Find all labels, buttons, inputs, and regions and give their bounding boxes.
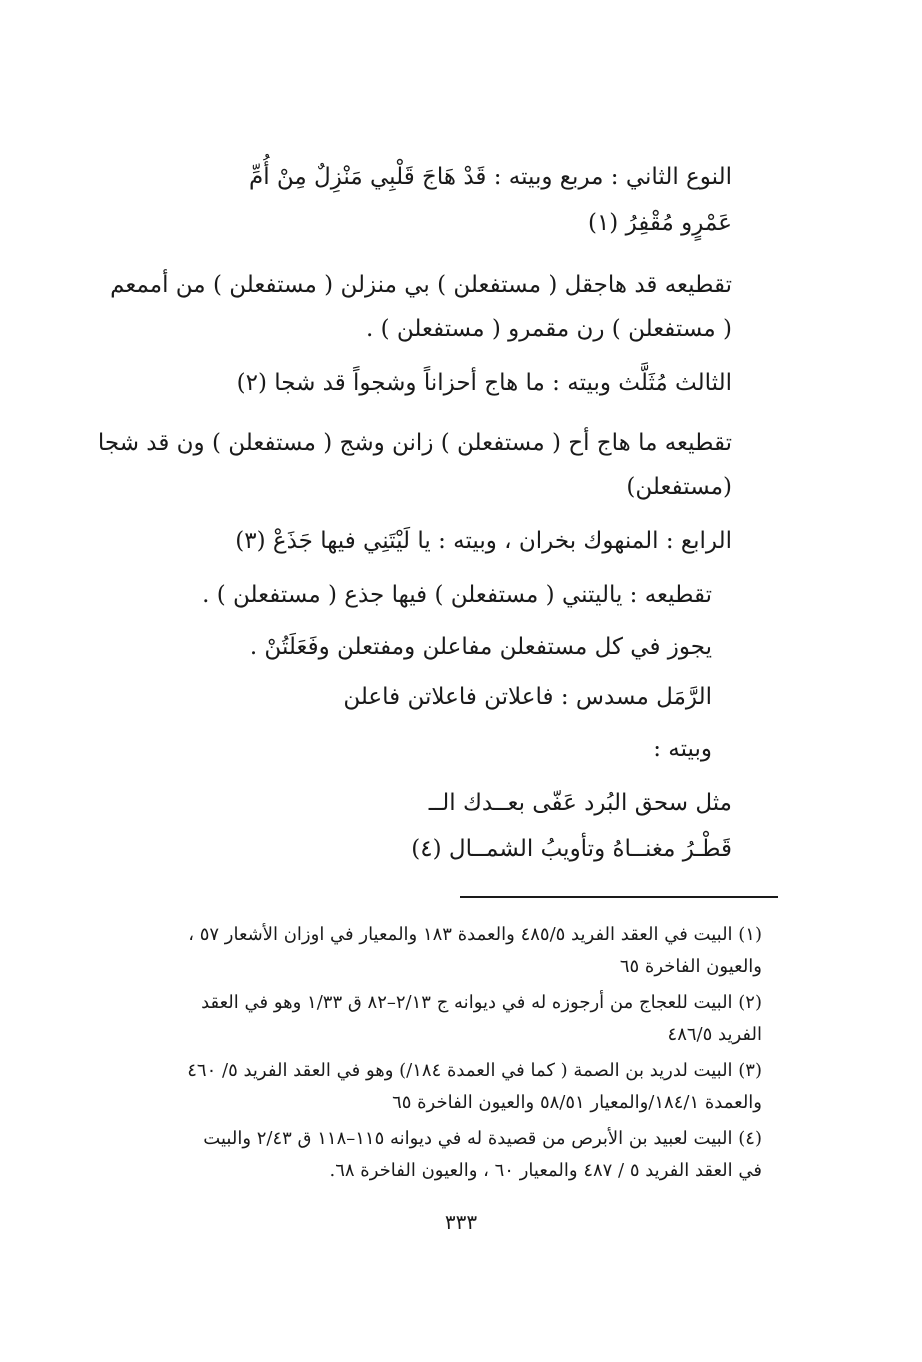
body-line: النوع الثاني : مربع وبيته : قَدْ هَاجَ قَلْبِي مَنْزِلٌ مِنْ أُمِّ (248, 164, 732, 190)
body-line: عَمْرٍو مُقْفِرُ (١) (587, 210, 732, 236)
body-line: ( مستفعلن ) رن مقمرو ( مستفعلن ) . (365, 316, 732, 342)
body-line: وبيته : (653, 736, 712, 762)
body-line: الرَّمَل مسدس : فاعلاتن فاعلاتن فاعلن (343, 684, 712, 710)
body-line: الثالث مُثَلَّث وبيته : ما هاج أحزاناً وشجواً قد شجا (٢) (236, 370, 732, 396)
footnote-line: والعيون الفاخرة ٦٥ (619, 956, 762, 977)
footnote-line: (١) البيت في العقد الفريد ٤٨٥/٥ والعمدة ١٨٣ والمعيار في اوزان الأشعار ٥٧ ، (188, 924, 762, 945)
footnote-line: في العقد الفريد ٥ / ٤٨٧ والمعيار ٦٠ ، والعيون الفاخرة ٦٨. (329, 1160, 762, 1181)
footnote-line: (٣) البيت لدريد بن الصمة ( كما في العمدة ١٨٤/) وهو في العقد الفريد ٥/ ٤٦٠ (187, 1060, 762, 1081)
body-line: (مستفعلن) (626, 474, 732, 500)
verse-line: مثل سحق البُرد عَفّى بعــدك الــ (428, 790, 732, 816)
body-line: تقطيعه ما هاج أح ( مستفعلن ) زانن وشج ( مستفعلن ) ون قد شجا (97, 430, 732, 456)
footnote-line: (٤) البيت لعبيد بن الأبرص من قصيدة له في ديوانه ١١٥–١١٨ ق ٢/٤٣ والبيت (203, 1128, 762, 1149)
verse-line: قَطْـرُ مغنــاهُ وتأويبُ الشمــال (٤) (411, 836, 732, 862)
footnote-line: والعمدة ١٨٤/١/والمعيار ٥٨/٥١ والعيون الفاخرة ٦٥ (392, 1092, 762, 1113)
footnote-line: (٢) البيت للعجاج من أرجوزه له في ديوانه ج ٢/١٣–٨٢ ق ١/٣٣ وهو في العقد (201, 992, 762, 1013)
body-line: يجوز في كل مستفعلن مفاعلن ومفتعلن وفَعَلَتُنْ . (249, 634, 712, 660)
footnote-line: الفريد ٤٨٦/٥ (667, 1024, 762, 1045)
body-line: تقطيعه قد هاجقل ( مستفعلن ) بي منزلن ( مستفعلن ) من أممعم (110, 272, 732, 298)
body-line: تقطيعه : ياليتني ( مستفعلن ) فيها جذع ( مستفعلن ) . (202, 582, 712, 608)
page-number: ٣٣٣ (444, 1210, 478, 1234)
footnote-divider (460, 896, 778, 898)
body-line: الرابع : المنهوك بخران ، وبيته : يا لَيْتَنِي فيها جَذَعْ (٣) (235, 528, 732, 554)
